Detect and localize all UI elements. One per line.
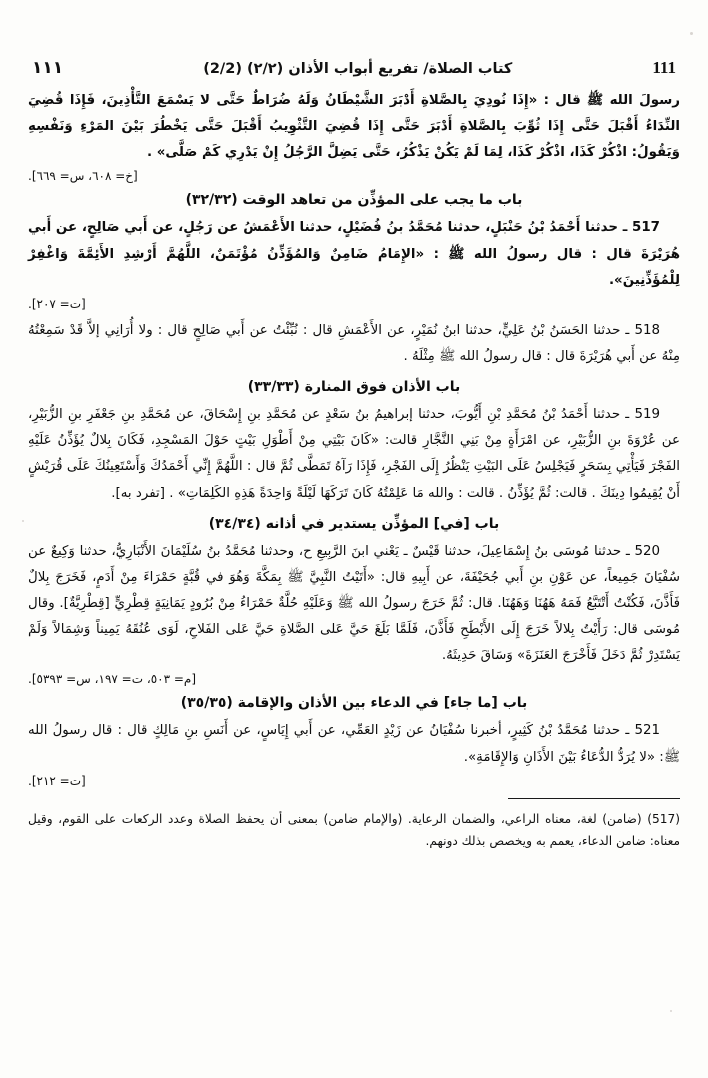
hadith-518: 518 ـ حدثنا الحَسَنُ بْنُ عَلِيٍّ، حدثنا ابنُ نُمَيْرٍ، عن الأَعْمَشِ قال : نُبِّئْتُ عن أَبي صَالِحٍ قال : ولا أُرَانِي إلاَّ قَدْ سَمِعْتُهُ مِنْهُ عن أَبي هُرَيْرَةَ قال : قال رسولُ الله ﷺ مِثْلَهُ . xyxy=(28,322,680,364)
page-number-latin: 111 xyxy=(652,58,676,77)
chapter-heading-32: باب ما يجب على المؤذِّن من تعاهد الوقت (٣٢/٣٢) xyxy=(185,192,523,209)
chapter-heading-35: باب [ما جاء] في الدعاء بين الأذان والإقامة (٣٥/٣٥) xyxy=(180,695,528,712)
hadith-517: 517 ـ حدثنا أَحْمَدُ بْنُ حَنْبَلٍ، حدثنا مُحَمَّدُ بنُ فُضَيْلٍ، حدثنا الأَعْمَشُ عن رَجُلٍ، عن أَبي صَالِحٍ، عن أَبي هُرَيْرَةَ قال : قال رسولُ الله ﷺ : «الإِمَامُ ضَامِنٌ وَالمُؤَذِّنُ مُؤْتَمَنٌ، اللَّهُمَّ أَرْشِدِ الأَئِمَّةَ وَاغْفِرْ لِلْمُؤَذِّنِينَ». xyxy=(28,220,680,288)
reference-517: [ت= ٢٠٧]. xyxy=(28,296,86,311)
header-title: كتاب الصلاة/ تفريع أبواب الأذان (٢/٢) (2/2) xyxy=(203,61,513,77)
hadith-519: 519 ـ حدثنا أَحْمَدُ بْنُ مُحَمَّدِ بْنِ أَيُّوبَ، حدثنا إبراهيمُ بنُ سَعْدٍ عن مُحَمَّدِ بنِ إِسْحَاقَ، عن مُحَمَّدِ بنِ جَعْفَرِ بنِ الزُّبَيْرِ، عن عُرْوَةَ بنِ الزُّبَيْرِ، عن امْرَأَةٍ مِنْ بَنِي النَّجَّارِ قالت: «كَانَ بَيْتِي مِنْ أَطْوَلِ بَيْتٍ حَوْلَ المَسْجِدِ، فَكَانَ بِلالٌ يُؤَذِّنُ عَلَيْهِ الفَجْرَ فَيَأْتِي بِسَحَرٍ فَيَجْلِسُ عَلَى البَيْتِ يَنْظُرُ إِلَى الفَجْرِ، فَإِذَا رَآهُ تَمَطَّى ثُمَّ قال : اللَّهُمَّ إِنِّي أَحْمَدُكَ وَأَسْتَعِينُكَ عَلَى قُرَيْشٍ أَنْ يُقِيمُوا دِينَكَ . قالت: ثُمَّ يُؤَذِّنُ . قالت : والله مَا عَلِمْتُهُ كَانَ تَرَكَهَا لَيْلَةً وَاحِدَةً هَذِهِ الكَلِمَاتِ» . [تفرد به]. xyxy=(28,407,680,501)
hadith-continuation-516: رسولَ الله ﷺ قال : «إِذَا نُودِيَ بِالصَّلاةِ أَدْبَرَ الشَّيْطَانُ وَلَهُ ضُرَاطٌ حَتَّى لا يَسْمَعَ التَّأْذِينَ، فَإِذَا قُضِيَ النِّدَاءُ أَقْبَلَ حَتَّى إِذَا ثُوِّبَ بِالصَّلاةِ أَدْبَرَ حَتَّى إِذَا قُضِيَ التَّثْوِيبُ أَقْبَلَ حَتَّى يَخْطُرَ بَيْنَ المَرْءِ وَنَفْسِهِ وَيَقُولُ: اذْكُرْ كَذَا، اذْكُرْ كَذَا، لِمَا لَمْ يَكُنْ يَذْكُرُ، حَتَّى يَضِلَّ الرَّجُلُ إِنْ يَدْرِي كَمْ صَلَّى» . xyxy=(28,93,680,161)
page-header xyxy=(28,58,680,82)
reference-520: [م= ٥٠٣، ت= ١٩٧، س= ٥٣٩٣]. xyxy=(28,672,197,687)
chapter-heading-34: باب [في] المؤذِّن يستدير في أذانه (٣٤/٣٤) xyxy=(208,515,500,532)
scan-speck xyxy=(690,32,693,35)
page-content xyxy=(28,58,680,1058)
reference-521: [ت= ٢١٢]. xyxy=(28,773,86,788)
page-body xyxy=(28,88,680,788)
footnote-text: (517) (ضامن) لغة، معناه الراعي، والضمان الرعاية. (والإمام ضامن) بمعنى أن يحفظ الصلاة وعدد الركعات على القوم، وقيل معناه: ضامن الدعاء، يعمم به ويخصص بذلك دونهم. xyxy=(28,811,680,849)
scan-speck xyxy=(22,520,24,522)
footnote-section xyxy=(28,798,680,853)
page-number-arabic: ١١١ xyxy=(32,58,64,78)
footnote-divider xyxy=(508,798,680,799)
hadith-520: 520 ـ حدثنا مُوسَى بنُ إِسْمَاعِيلَ، حدثنا قَيْسٌ ـ يَعْني ابنَ الرَّبِيعِ ح، وحدثنا مُحَمَّدُ بنُ سُلَيْمَانَ الأَنْبَارِيُّ، حدثنا وَكِيعٌ عن سُفْيَانَ جَمِيعاً، عن عَوْنِ بنِ أَبي جُحَيْفَةَ، عن أَبِيهِ قال: «أَتَيْتُ النَّبِيَّ ﷺ بِمَكَّةَ وَهُوَ في قُبَّةٍ حَمْرَاءَ مِنْ أَدَمٍ، فَخَرَجَ بِلالٌ فَأَذَّنَ، فَكُنْتُ أَتْتَبَّعُ فَمَهُ هَهُنَا وَهَهُنَا. قال: ثُمَّ خَرَجَ رسولُ الله ﷺ وَعَلَيْهِ حُلَّةٌ حَمْرَاءُ مِنْ بُرُودٍ يَمَانِيَةٍ قِطْرِيٍّ [قِطْرِيَّةٌ]. وقال مُوسَى قال: رَأَيْتُ بِلالاً خَرَجَ إِلَى الأَبْطَحِ فَأَذَّنَ، فَلَمَّا بَلَغَ حَيَّ عَلى الصَّلاةِ حَيَّ عَلى الفَلاحِ، لَوَى عُنُقَهُ يَمِيناً وَشِمَالاً وَلَمْ يَسْتَدِرْ ثُمَّ دَخَلَ فَأَخْرَجَ العَنَزَةَ» وَسَاقَ حَدِيثَهُ. xyxy=(28,543,680,664)
chapter-heading-33: باب الأذان فوق المنارة (٣٣/٣٣) xyxy=(247,379,461,396)
hadith-521: 521 ـ حدثنا مُحَمَّدُ بْنُ كَثِيرٍ، أخبرنا سُفْيَانُ عن زَيْدٍ العَمِّي، عن أَبي إِيَاسٍ، عن أَنَسِ بنِ مَالِكٍ قال : قال رسولُ الله ﷺ: «لا يُرَدُّ الدُّعَاءُ بَيْنَ الأَذَانِ وَالإِقَامَةِ». xyxy=(28,723,680,765)
reference-516: [خ= ٦٠٨، س= ٦٦٩]. xyxy=(28,169,138,184)
